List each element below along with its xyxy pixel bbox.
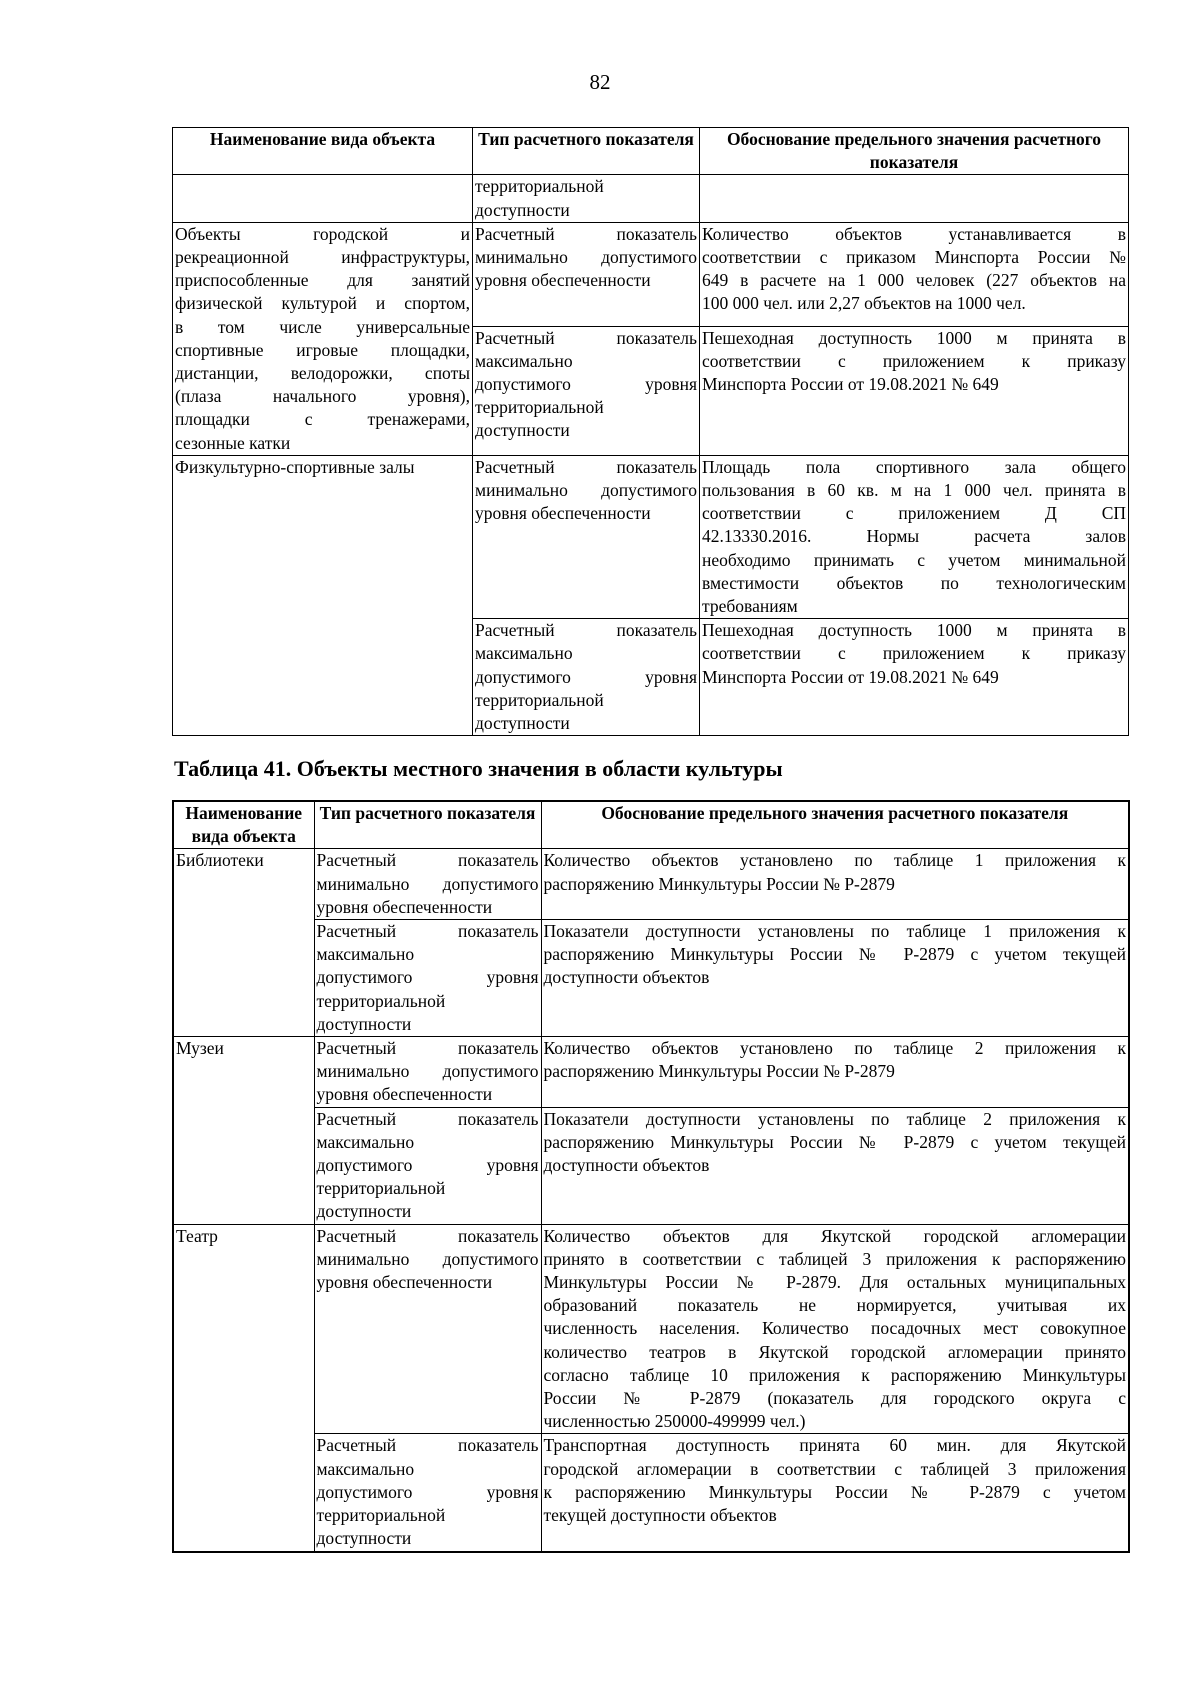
object-name-cell [173,1224,314,1551]
text-line: уровня обеспеченности [475,270,651,291]
table-row [173,920,1129,1037]
text-line: уровня обеспеченности [316,896,493,917]
text-line: доступности [475,199,570,220]
text-line: Театр [176,1225,218,1246]
text-line: доступности [475,713,570,734]
header-indicator-type: Тип расчетного показателя [473,128,700,175]
table-row [173,1224,1129,1434]
text-line: Физкультурно-спортивные залы [175,456,415,477]
text-line: распоряжению Минкультуры России № Р-2879 с учетом текущей [543,944,1126,965]
indicator-type-cell [314,1224,541,1434]
text-line: допустимого уровня [316,1481,539,1502]
text-line: Расчетный показатель [475,327,697,348]
header-object-name: Наименование вида объекта [173,128,473,175]
text-line: максимально [475,643,573,664]
text-line: доступности [316,1528,412,1549]
text-line: Расчетный показатель [316,921,539,942]
table-row [173,1434,1129,1552]
indicator-type-cell [473,175,700,222]
text-line: Транспортная доступность принята 60 мин. для Якутской [543,1435,1126,1456]
text-line: в том числе универсальные [175,316,470,337]
text-line: соответствии с приложением к приказу [702,643,1126,664]
justification-cell [541,849,1129,920]
text-line: городской агломерации в соответствии с таблицей 3 приложения [543,1458,1126,1479]
text-line: Показатели доступности установлены по таблице 2 приложения к [543,1108,1126,1129]
table-row [173,455,1129,618]
text-line: максимально [316,1458,415,1479]
culture-objects-table [172,800,1130,1553]
table-header-row [173,128,1129,175]
text-line: максимально [316,944,415,965]
text-line: допустимого уровня [475,666,697,687]
text-line: Расчетный показатель [316,1038,539,1059]
indicator-type-cell [314,1107,541,1224]
indicator-type-cell [314,920,541,1037]
page-number: 82 [589,70,611,94]
text-line: максимально [316,1131,415,1152]
justification-cell [541,1224,1129,1434]
text-line: территориальной [475,397,604,418]
text-line: Расчетный показатель [475,456,697,477]
text-line: уровня обеспеченности [316,1272,493,1293]
text-line: минимально допустимого [475,480,697,501]
object-name-cell [173,455,473,735]
text-line: физической культурой и спортом, [175,293,470,314]
text-line: дистанции, велодорожки, споты [175,363,470,384]
text-line: пользования в 60 кв. м на 1 000 чел. принята в [702,480,1126,501]
text-line: допустимого уровня [316,967,539,988]
object-name-cell [173,222,473,455]
text-line: территориальной [475,176,604,197]
text-line: территориальной [316,1505,446,1526]
text-line: Количество объектов для Якутской городской агломерации [543,1225,1126,1246]
header-justification: Обоснование предельного значения расчетного показателя [700,128,1129,175]
text-line: численностью 250000-499999 чел.) [543,1411,806,1432]
text-line: приспособленные для занятий [175,270,470,291]
text-line: доступности [316,1013,412,1034]
header-justification: Обоснование предельного значения расчетного показателя [541,801,1129,849]
text-line: к распоряжению Минкультуры России № Р-2879 с учетом [543,1481,1126,1502]
text-line: допустимого уровня [475,373,697,394]
justification-cell [700,222,1129,326]
table-row [173,1107,1129,1224]
object-name-cell [173,175,473,222]
justification-cell [541,1037,1129,1108]
justification-cell [700,455,1129,618]
text-line: рекреационной инфраструктуры, [175,247,470,268]
text-line: Пешеходная доступность 1000 м принята в [702,620,1126,641]
text-line: минимально допустимого [316,873,539,894]
indicator-type-cell [473,455,700,618]
text-line: 649 в расчете на 1 000 человек (227 объектов на [702,270,1126,291]
header-indicator-type: Тип расчетного показателя [314,801,541,849]
table-header-row [173,801,1129,849]
text-line: Минспорта России от 19.08.2021 № 649 [702,666,999,687]
text-line: 42.13330.2016. Нормы расчета залов [702,526,1126,547]
text-line: количество театров в Якутской городской агломерации принято [543,1341,1126,1362]
text-line: максимально [475,350,573,371]
text-line: требованиям [702,596,798,617]
text-line: распоряжению Минкультуры России № Р-2879 [543,1061,895,1082]
justification-cell [700,619,1129,736]
text-line: Расчетный показатель [316,1435,539,1456]
text-line: минимально допустимого [475,247,697,268]
text-line: вместимости объектов по технологическим [702,572,1126,593]
table-row [173,222,1129,326]
text-line: уровня обеспеченности [475,503,651,524]
text-line: Минспорта России от 19.08.2021 № 649 [702,373,999,394]
text-line: образований показатель не нормируется, учитывая их [543,1295,1126,1316]
header-object-name: Наименование вида объекта [173,801,314,849]
text-line: Количество объектов установлено по таблице 2 приложения к [543,1038,1126,1059]
text-line: Музеи [176,1038,224,1059]
text-line: численность населения. Количество посадочных мест совокупное [543,1318,1126,1339]
text-line: сезонные катки [175,432,291,453]
text-line: Пешеходная доступность 1000 м принята в [702,327,1126,348]
text-line: соответствии с приложением к приказу [702,350,1126,371]
sports-objects-table [172,127,1129,736]
justification-cell [541,1107,1129,1224]
object-name-cell [173,849,314,1037]
text-line: России № Р-2879 (показатель для городского округа с [543,1388,1126,1409]
text-line: допустимого уровня [316,1155,539,1176]
text-line: Показатели доступности установлены по таблице 1 приложения к [543,921,1126,942]
text-line: Расчетный показатель [316,850,539,871]
text-line: территориальной [316,1178,446,1199]
text-line: площадки с тренажерами, [175,409,470,430]
indicator-type-cell [473,326,700,455]
text-line: Расчетный показатель [475,620,697,641]
text-line: Минкультуры России № Р-2879. Для остальных муниципальных [543,1272,1126,1293]
text-line: доступности объектов [543,1155,710,1176]
text-line: Библиотеки [176,850,264,871]
text-line: 100 000 чел. или 2,27 объектов на 1000 чел. [702,293,1026,314]
text-line: уровня обеспеченности [316,1084,493,1105]
text-line: Объекты городской и [175,223,470,244]
text-line: территориальной [316,990,446,1011]
text-line: спортивные игровые площадки, [175,339,470,360]
text-line: текущей доступности объектов [543,1505,777,1526]
text-line: доступности [475,420,570,441]
justification-cell [541,1434,1129,1552]
text-line: согласно таблице 10 приложения к распоряжению Минкультуры [543,1364,1126,1385]
text-line: Количество объектов устанавливается в [702,223,1126,244]
justification-cell [541,920,1129,1037]
text-line: Площадь пола спортивного зала общего [702,456,1126,477]
object-name-cell [173,1037,314,1225]
text-line: соответствии с приказом Минспорта России № [702,247,1126,268]
text-line: Расчетный показатель [316,1108,539,1129]
text-line: доступности [316,1201,412,1222]
text-line: минимально допустимого [316,1248,539,1269]
table-row [173,175,1129,222]
text-line: территориальной [475,689,604,710]
text-line: распоряжению Минкультуры России № Р-2879 [543,873,895,894]
text-line: соответствии с приложением Д СП [702,503,1126,524]
table-row [173,849,1129,920]
text-line: доступности объектов [543,967,710,988]
indicator-type-cell [314,849,541,920]
indicator-type-cell [314,1434,541,1552]
text-line: (плаза начального уровня), [175,386,470,407]
table-row [173,1037,1129,1108]
justification-cell [700,326,1129,455]
table-caption: Таблица 41. Объекты местного значения в области культуры [174,756,783,781]
text-line: Количество объектов установлено по таблице 1 приложения к [543,850,1126,871]
text-line: минимально допустимого [316,1061,539,1082]
text-line: необходимо принимать с учетом минимальной [702,549,1126,570]
indicator-type-cell [473,222,700,326]
text-line: распоряжению Минкультуры России № Р-2879 с учетом текущей [543,1131,1126,1152]
text-line: Расчетный показатель [316,1225,539,1246]
text-line: Расчетный показатель [475,223,697,244]
text-line: принято в соответствии с таблицей 3 приложения к распоряжению [543,1248,1126,1269]
indicator-type-cell [473,619,700,736]
justification-cell [700,175,1129,222]
indicator-type-cell [314,1037,541,1108]
